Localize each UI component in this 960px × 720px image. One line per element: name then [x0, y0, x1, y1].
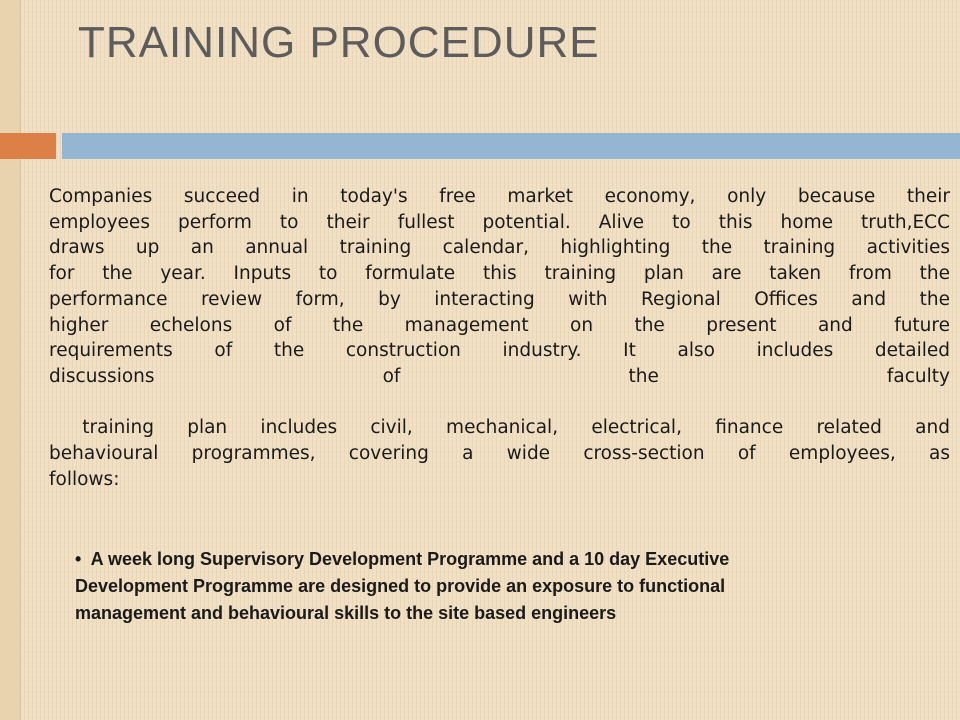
body-line: employees perform to their fullest potential. Alive to this home truth,ECC [49, 211, 950, 233]
body-line: for the year. Inputs to formulate this training plan are taken from the [49, 263, 950, 285]
body-line: behavioural programmes, covering a wide cross-section of employees, as [49, 443, 950, 465]
body-line: higher echelons of the management on the present and future [49, 314, 950, 336]
body-line: training plan includes civil, mechanical, electrical, finance related and [49, 417, 950, 439]
body-line: requirements of the construction industry. It also includes detailed [49, 340, 950, 362]
paragraph-gap [49, 390, 950, 416]
bullet-item [75, 546, 815, 627]
slide-title: TRAINING PROCEDURE [78, 18, 600, 67]
accent-bar-orange [0, 133, 56, 159]
body-line: follows: [49, 468, 120, 490]
bullet-text: A week long Supervisory Development Programme and a 10 day Executive Development Programme are designed to provide an exposure to functional management and behavioural skills to the site based engineers [75, 549, 730, 623]
bullet-marker: • [75, 549, 82, 569]
body-line: discussions of the faculty [49, 365, 950, 387]
body-text [49, 184, 950, 492]
body-line: Companies succeed in today's free market economy, only because their [49, 186, 950, 207]
body-line: performance review form, by interacting with Regional Offices and the [49, 288, 950, 310]
accent-bar-blue [62, 133, 960, 159]
body-line: draws up an annual training calendar, highlighting the training activities [49, 237, 950, 259]
left-border-strip [0, 0, 21, 720]
